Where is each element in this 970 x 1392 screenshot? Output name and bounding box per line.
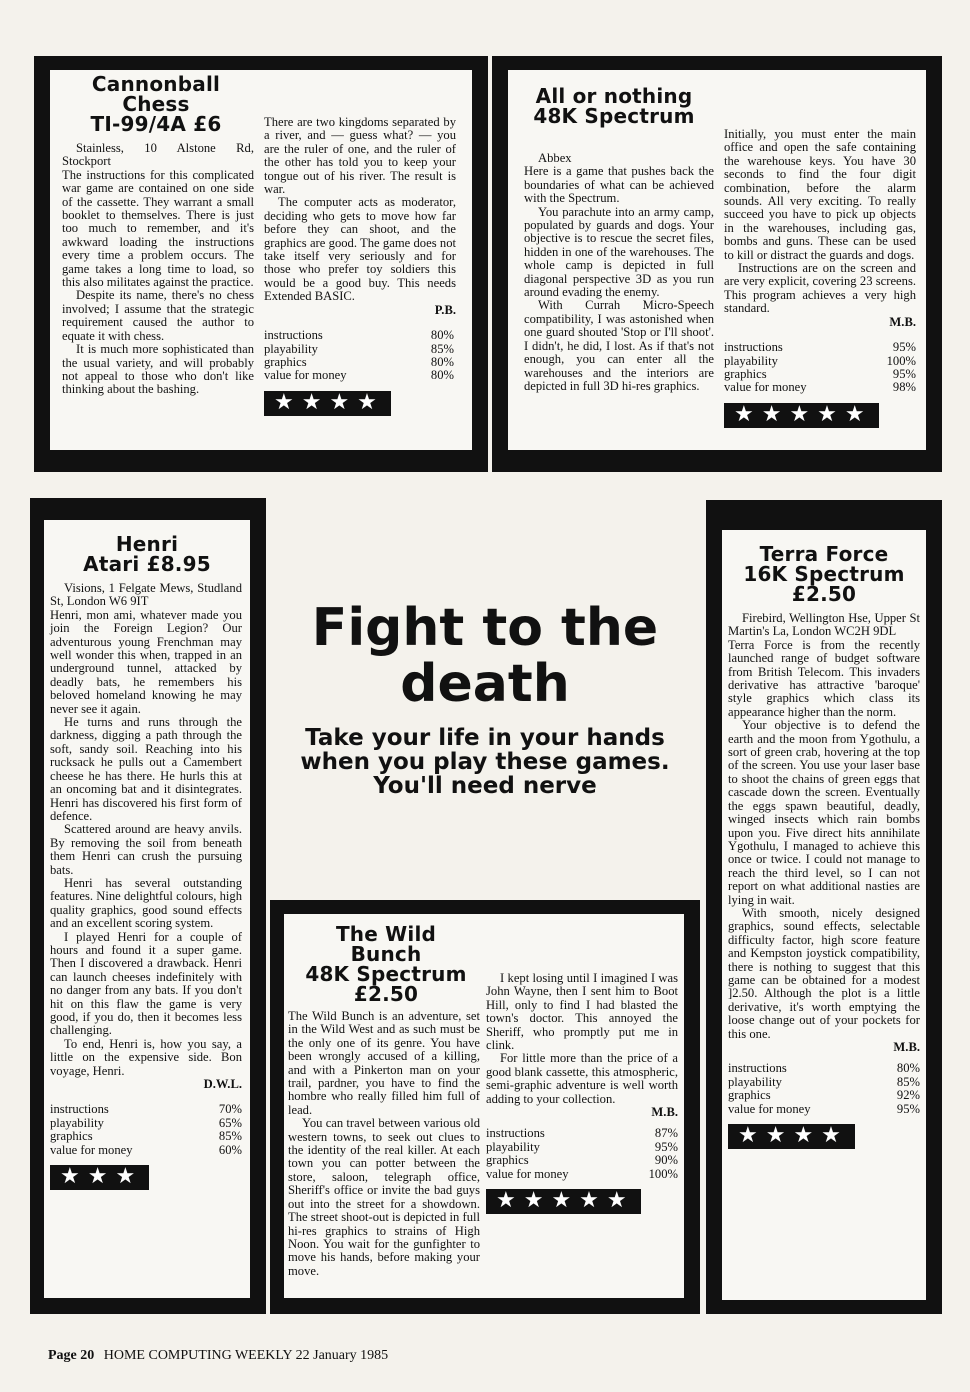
rating-label: playability — [486, 1139, 540, 1154]
wildbunch-review — [284, 914, 684, 1298]
rating-row — [486, 1141, 678, 1154]
rating-value: 98% — [892, 380, 916, 395]
wildbunch-signature: M.B. — [651, 1106, 678, 1120]
henri-para: Henri has several outstanding features. Nine delightful colours, high quality graphics, good sound effects and an excellent scoring system. — [50, 875, 242, 931]
cannonball-para: The computer acts as moderator, deciding who gets to move how far before they can shoot, and the graphics are good. The game does not take itself very seriously and for those who prefer toy soldiers this would be a good buy. This needs Extended BASIC. — [264, 195, 456, 304]
rating-label: instructions — [264, 328, 323, 343]
rating-value: 80% — [430, 368, 454, 383]
allornothing-review — [508, 70, 926, 450]
rating-row — [486, 1168, 678, 1181]
allornothing-para: Here is a game that pushes back the boundaries of what can be achieved with the Spectrum. — [524, 164, 714, 206]
allornothing-para: With Currah Micro-Speech compatibility, I was astonished when one guard shouted 'Stop or I'll shoot'. I didn't, he did, I lost. As if that's not enough, you can enter all the warehouses and the interiors are depicted in full 3D hi-res graphics. — [524, 298, 714, 393]
page-number: Page 20 — [48, 1348, 95, 1363]
rating-row — [724, 355, 916, 368]
cannonball-para: The instructions for this complicated war game are contained on one side of the cassette. They warrant a small booklet to themselves. There is just too much to remember, and it's awkward loading the instructions every time a problem occurs. The game takes a long time to load, so this also militates against the practice. — [62, 167, 254, 290]
rating-value: 70% — [218, 1102, 242, 1117]
feature-headline — [270, 600, 700, 712]
feature-subhead — [270, 726, 700, 798]
allornothing-address: Abbex — [538, 151, 572, 165]
rating-value: 60% — [218, 1142, 242, 1157]
henri-ratings — [50, 1103, 242, 1157]
wildbunch-ratings — [486, 1127, 678, 1181]
rating-label: value for money — [50, 1142, 133, 1157]
rating-row — [264, 356, 454, 369]
rating-label: graphics — [486, 1153, 529, 1168]
allornothing-signature: M.B. — [889, 315, 916, 329]
rating-row — [728, 1076, 920, 1089]
wildbunch-title-line: £2.50 — [353, 982, 419, 1006]
henri-para: To end, Henri is, how you say, a little on the expensive side. Bon voyage, Henri. — [50, 1036, 242, 1078]
rating-value: 85% — [430, 341, 454, 356]
subhead-line: You'll need nerve — [373, 773, 597, 799]
terraforce-title-line: £2.50 — [791, 582, 857, 606]
allornothing-col-2 — [724, 128, 916, 428]
wildbunch-col-1 — [288, 1010, 480, 1278]
terraforce-signature: M.B. — [893, 1041, 920, 1054]
allornothing-ratings — [724, 341, 916, 395]
rating-value: 80% — [896, 1061, 920, 1076]
wildbunch-para: The Wild Bunch is an adventure, set in the Wild West and as such must be the only one of its genre. You have been wrongly accused of a killing, and with a Pinkerton man on your trail, pardner, you have to find the hombre who really filled him full of lead. — [288, 1009, 480, 1117]
rating-label: playability — [724, 353, 778, 368]
star-rating-icon: ★★★★ — [728, 1124, 855, 1149]
rating-value: 95% — [654, 1139, 678, 1154]
cannonball-ratings — [264, 329, 454, 383]
rating-label: value for money — [724, 380, 807, 395]
rating-row — [264, 343, 454, 356]
cannonball-para: There are two kingdoms separated by a river, and — guess what? — you are the ruler of one, and the ruler of the other has told you to keep your tongue out of his river. The result is war. — [264, 115, 456, 197]
rating-label: graphics — [50, 1129, 93, 1144]
allornothing-title-line: All or nothing — [535, 84, 693, 108]
cannonball-title-line: Chess — [122, 92, 190, 116]
terraforce-col — [728, 612, 920, 1149]
star-rating-icon: ★★★★★ — [486, 1189, 641, 1214]
rating-label: value for money — [486, 1166, 569, 1181]
allornothing-title-line: 48K Spectrum — [533, 104, 695, 128]
wildbunch-title-line: 48K Spectrum — [305, 962, 467, 986]
terraforce-ratings — [728, 1062, 920, 1116]
allornothing-title — [516, 86, 712, 126]
henri-address: Visions, 1 Felgate Mews, Studland St, London W6 9IT — [50, 581, 242, 609]
subhead-line: when you play these games. — [300, 749, 670, 775]
rating-value: 65% — [218, 1115, 242, 1130]
rating-label: value for money — [728, 1101, 811, 1116]
henri-signature: D.W.L. — [203, 1078, 242, 1092]
henri-para: He turns and runs through the darkness, digging a path through the soft, sandy soil. Reaching into his rucksack he pulls out a Camembert cheese he has there. He hurls this at an oncoming bat and it disintegrates. Henri has discovered his first form of defence. — [50, 715, 242, 823]
rating-label: graphics — [728, 1088, 771, 1103]
rating-value: 85% — [896, 1074, 920, 1089]
wildbunch-title — [288, 924, 484, 1004]
rating-label: playability — [50, 1115, 104, 1130]
cannonball-title-line: TI-99/4A £6 — [90, 112, 222, 136]
publication-info: HOME COMPUTING WEEKLY 22 January 1985 — [103, 1348, 389, 1363]
rating-row — [50, 1103, 242, 1116]
rating-value: 95% — [896, 1101, 920, 1116]
cannonball-address: Stainless, 10 Alstone Rd, Stockport — [62, 141, 254, 169]
rating-value: 95% — [892, 366, 916, 381]
rating-row — [728, 1062, 920, 1075]
cannonball-col-1 — [62, 142, 254, 397]
headline-line: Fight to the — [311, 598, 659, 658]
rating-label: instructions — [724, 340, 783, 355]
rating-row — [728, 1089, 920, 1102]
wildbunch-title-line: Bunch — [350, 942, 422, 966]
headline-line: death — [400, 654, 570, 714]
star-rating-icon: ★★★★ — [264, 391, 391, 416]
henri-para: I played Henri for a couple of hours and found it a super game. Then I discovered a drawback. Henri can launch cheeses indefinitely with no danger from any bats. If you don't hit on this flaw the game is very good, if you do, then it becomes less challenging. — [50, 929, 242, 1038]
terraforce-para: Terra Force is from the recently launched range of budget software from British Telecom. This invaders derivative has attractive 'baroque' style graphics which class its appearance higher than the norm. — [728, 637, 920, 719]
cannonball-title-line: Cannonball — [91, 72, 221, 96]
henri-title-line: Atari £8.95 — [83, 552, 211, 576]
rating-label: value for money — [264, 368, 347, 383]
star-rating-icon: ★★★★★ — [724, 403, 879, 428]
henri-para: Henri, mon ami, whatever made you join the Foreign Legion? Our adventurous young Frenchman may well wonder this when, trapped in an underground tunnel, attacked by deadly bats, he remembers his beloved homeland knowing he may never see it again. — [50, 607, 242, 716]
rating-label: playability — [728, 1074, 782, 1089]
subhead-line: Take your life in your hands — [305, 725, 665, 751]
henri-title — [48, 534, 246, 574]
wildbunch-para: You can travel between various old western towns, to seek out clues to the identity of the real killer. At each town you can potter between the store, saloon, telegraph office, Sheriff's office or invite the bad guys out into the street for a showdown. The street shoot-out is depicted in full hi-res graphics to strains of High Noon. You wait for the gunfighter to move his hands, before making your move. — [288, 1116, 480, 1278]
rating-row — [486, 1154, 678, 1167]
wildbunch-para: I kept losing until I imagined I was John Wayne, then I sent him to Boot Hill, only to find I had blasted the town's doctor. This annoyed the Sheriff, who promptly put me in clink. — [486, 971, 678, 1053]
rating-value: 90% — [654, 1153, 678, 1168]
rating-label: instructions — [486, 1126, 545, 1141]
rating-row — [264, 329, 454, 342]
rating-row — [724, 341, 916, 354]
rating-value: 92% — [896, 1088, 920, 1103]
cannonball-para: Despite its name, there's no chess involved; I assume that the strategic requirement caused the author to equate it with chess. — [62, 288, 254, 343]
star-rating-icon: ★★★ — [50, 1165, 149, 1190]
rating-value: 87% — [654, 1126, 678, 1141]
rating-row — [50, 1144, 242, 1157]
henri-para: Scattered around are heavy anvils. By removing the soil from beneath them Henri can crush the pursuing bats. — [50, 822, 242, 877]
rating-row — [728, 1103, 920, 1116]
rating-value: 80% — [430, 354, 454, 369]
rating-value: 80% — [430, 328, 454, 343]
rating-label: instructions — [728, 1061, 787, 1076]
allornothing-col-1 — [524, 152, 714, 393]
rating-value: 95% — [892, 340, 916, 355]
cannonball-review — [50, 70, 472, 450]
rating-label: graphics — [264, 354, 307, 369]
rating-row — [50, 1130, 242, 1143]
terraforce-title-line: Terra Force — [759, 542, 889, 566]
terraforce-title — [724, 544, 924, 604]
rating-row — [724, 368, 916, 381]
henri-review — [44, 520, 250, 1298]
terraforce-para: Your objective is to defend the earth and the moon from Ygothulu, a sort of green crab, hovering at the top of the screen. You use your laser base to shoot the chains of green eggs that cascade down the screen. Eventually the eggs spawn beautiful, deadly, winged insects which rain bombs upon you. Five direct hits annihilate Ygothulu, I managed to achieve this once or twice. I could not manage to reach the third level, so I can not report on what additional nasties are lying in wait. — [728, 718, 920, 907]
cannonball-signature: P.B. — [434, 303, 456, 317]
rating-label: graphics — [724, 366, 767, 381]
rating-row — [264, 369, 454, 382]
allornothing-para: You parachute into an army camp, populated by guards and dogs. Your objective is to rescue the secret files, hidden in one of the warehouses. The whole camp is depicted in full diagonal perspective 3D as you run around evading the enemy. — [524, 204, 714, 300]
wildbunch-title-line: The Wild — [335, 922, 437, 946]
rating-row — [50, 1117, 242, 1130]
cannonball-para: It is much more sophisticated than the usual variety, and will probably not appeal to those who don't like thinking about the bashing. — [62, 342, 254, 397]
rating-label: playability — [264, 341, 318, 356]
wildbunch-para: For little more than the price of a good blank cassette, this atmospheric, semi-graphic adventure is well worth adding to your collection. — [486, 1051, 678, 1106]
terraforce-review — [722, 530, 926, 1300]
henri-col — [50, 582, 242, 1190]
henri-title-line: Henri — [115, 532, 179, 556]
cannonball-title — [58, 74, 254, 134]
rating-value: 100% — [886, 353, 916, 368]
terraforce-title-line: 16K Spectrum — [743, 562, 905, 586]
allornothing-para: Instructions are on the screen and are very explicit, covering 23 screens. This program achieves a very high standard. — [724, 261, 916, 316]
page-footer — [48, 1348, 388, 1364]
rating-row — [724, 381, 916, 394]
rating-label: instructions — [50, 1102, 109, 1117]
rating-value: 100% — [648, 1166, 678, 1181]
wildbunch-col-2 — [486, 972, 678, 1214]
cannonball-col-2 — [264, 116, 456, 416]
terraforce-address: Firebird, Wellington Hse, Upper St Martin's La, London WC2H 9DL — [728, 611, 920, 639]
terraforce-para: With smooth, nicely designed graphics, sound effects, selectable difficulty factor, high score feature and Kempston joystick compatibility, there is nothing to suggest that this game can be obtained for a modest ]2.50. Although the plot is a little derivative, it's worth emptying the loose change out of your pockets for this one. — [728, 905, 920, 1041]
rating-value: 85% — [218, 1129, 242, 1144]
allornothing-para: Initially, you must enter the main office and open the safe containing the warehouse keys. You have 30 seconds to find the four digit combination, before the alarm sounds. All very exciting. To really succeed you have to pick up objects in the warehouses, including gas, bombs and guns. These can be used to kill or distract the guards and dogs. — [724, 127, 916, 262]
rating-row — [486, 1127, 678, 1140]
